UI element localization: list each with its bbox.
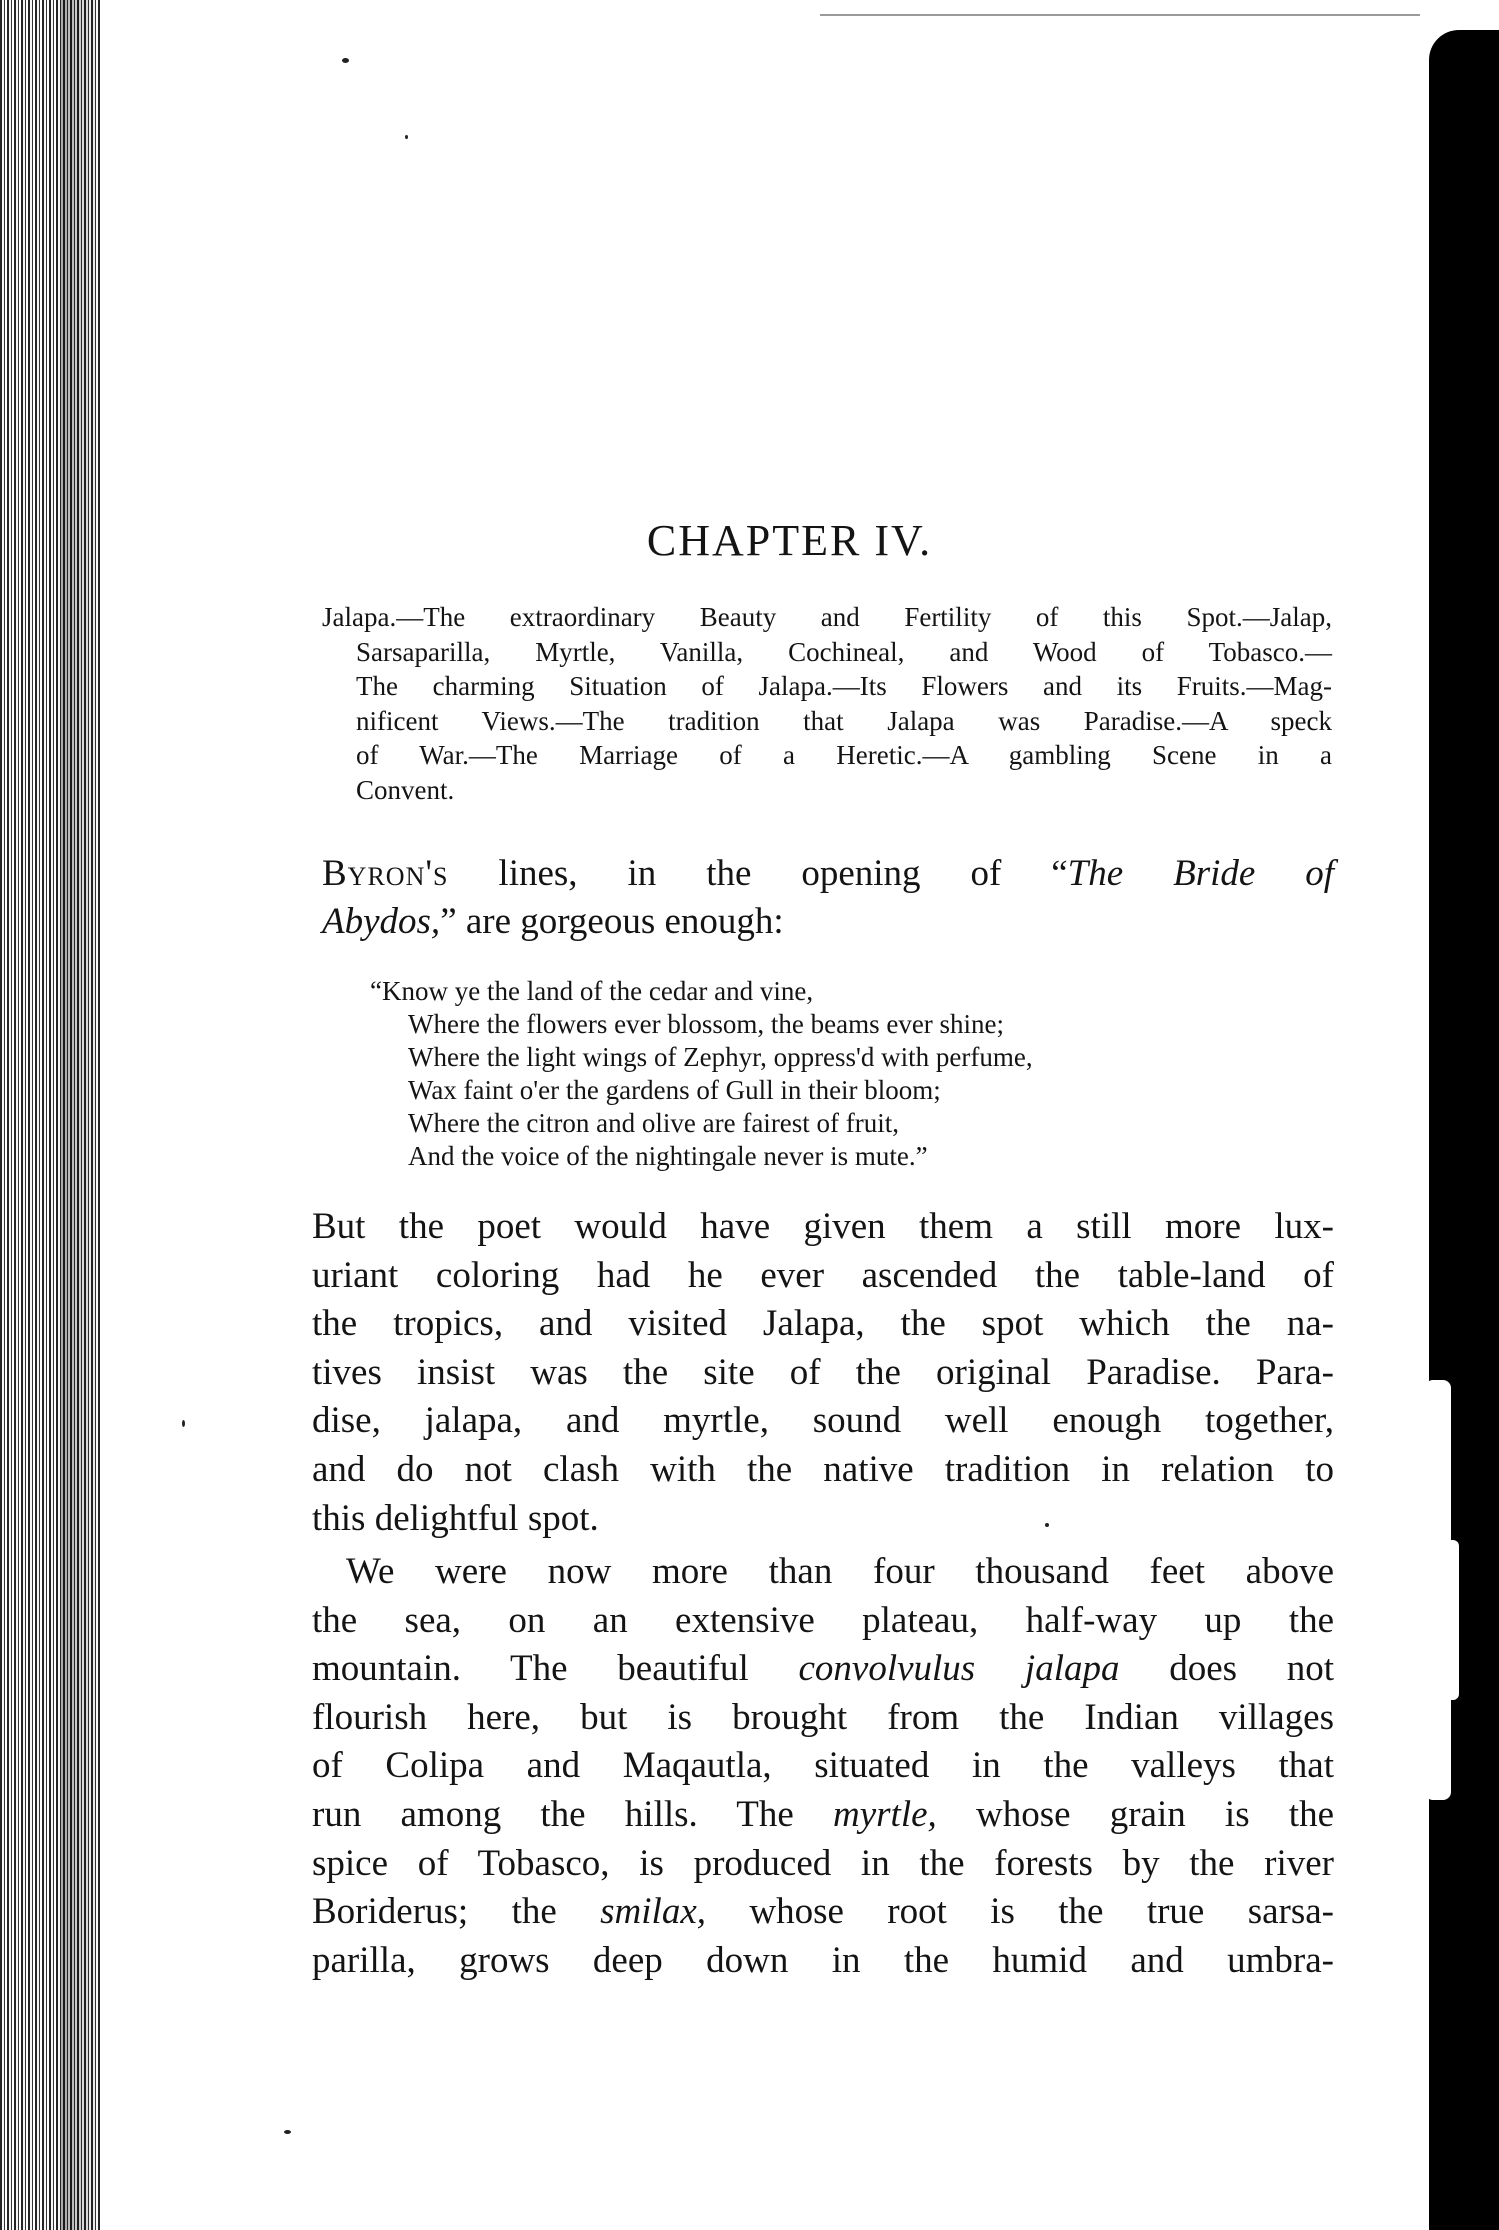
text-line: We were now more than four thousand feet above xyxy=(346,1551,1334,1592)
work-title: The Bride of xyxy=(1067,853,1335,894)
text-line: flourish here, but is brought from the Indian villages xyxy=(312,1696,1334,1738)
poem-line: Wax faint o'er the gardens of Gull in their bloom; xyxy=(408,1075,941,1105)
page-edge-tear xyxy=(1441,1540,1459,1700)
chapter-summary xyxy=(322,600,1332,807)
species-name: myrtle, xyxy=(833,1793,937,1835)
summary-line: Sarsaparilla, Myrtle, Vanilla, Cochineal, and Wood of Tobasco.— xyxy=(356,636,1332,667)
poem-line: Where the citron and olive are fairest of fruit, xyxy=(408,1108,900,1138)
species-name: convolvulus jalapa xyxy=(798,1648,1120,1690)
paper-speck xyxy=(1045,1523,1049,1527)
work-title: Abydos, xyxy=(322,901,441,942)
text-line: run among the hills. The myrtle, whose grain is the xyxy=(312,1793,1334,1835)
chapter-title: CHAPTER IV. xyxy=(646,516,933,565)
text-line: mountain. The beautiful convolvulus jalapa does not xyxy=(312,1648,1334,1690)
text-line: and do not clash with the native tradition in relation to xyxy=(312,1448,1334,1490)
text-line: this delightful spot. xyxy=(312,1497,599,1539)
poem-line: “Know ye the land of the cedar and vine, xyxy=(370,976,814,1006)
paper-speck xyxy=(405,135,408,139)
intro-paragraph xyxy=(322,850,1334,946)
body-paragraph xyxy=(312,1203,1334,1543)
text-line: But the poet would have given them a still more lux- xyxy=(312,1206,1334,1247)
poem-line: And the voice of the nightingale never is mute.” xyxy=(408,1141,928,1171)
page-right-edge xyxy=(1429,30,1499,2230)
poem-line: Where the flowers ever blossom, the beams ever shine; xyxy=(408,1009,1005,1039)
intro-line: Byron's lines, in the opening of “The Bride of xyxy=(322,853,1335,894)
text-line: of Colipa and Maqautla, situated in the valleys that xyxy=(312,1745,1334,1787)
text-line: dise, jalapa, and myrtle, sound well enough together, xyxy=(312,1400,1334,1442)
top-edge-line xyxy=(820,14,1420,16)
species-name: smilax, xyxy=(600,1891,706,1933)
body-paragraph xyxy=(312,1548,1334,1985)
text-line: Boriderus; the smilax, whose root is the true sarsa- xyxy=(312,1891,1334,1933)
poem-line: Where the light wings of Zephyr, oppress'd with perfume, xyxy=(408,1042,1033,1072)
summary-line: of War.—The Marriage of a Heretic.—A gambling Scene in a xyxy=(356,740,1332,770)
summary-line: Convent. xyxy=(356,774,455,805)
author-name: Byron's xyxy=(322,853,449,894)
text-line: parilla, grows deep down in the humid and umbra- xyxy=(312,1939,1334,1981)
text-line: the tropics, and visited Jalapa, the spot which the na- xyxy=(312,1303,1334,1345)
summary-line: The charming Situation of Jalapa.—Its Flowers and its Fruits.—Mag- xyxy=(356,671,1332,701)
paper-speck xyxy=(182,1420,185,1427)
text-line: uriant coloring had he ever ascended the table-land of xyxy=(312,1254,1334,1296)
binding-shadow xyxy=(60,0,100,2230)
summary-line: nificent Views.—The tradition that Jalapa was Paradise.—A speck xyxy=(356,705,1332,736)
poem-quote xyxy=(370,975,1270,1173)
intro-line: Abydos,” are gorgeous enough: xyxy=(322,901,784,942)
text-line: tives insist was the site of the original Paradise. Para- xyxy=(312,1351,1334,1393)
paper-speck xyxy=(284,2130,291,2134)
summary-line: Jalapa.—The extraordinary Beauty and Fertility of this Spot.—Jalap, xyxy=(322,602,1332,632)
paper-speck xyxy=(342,58,349,63)
text-line: the sea, on an extensive plateau, half-way up the xyxy=(312,1599,1334,1641)
text-line: spice of Tobasco, is produced in the forests by the river xyxy=(312,1842,1334,1884)
